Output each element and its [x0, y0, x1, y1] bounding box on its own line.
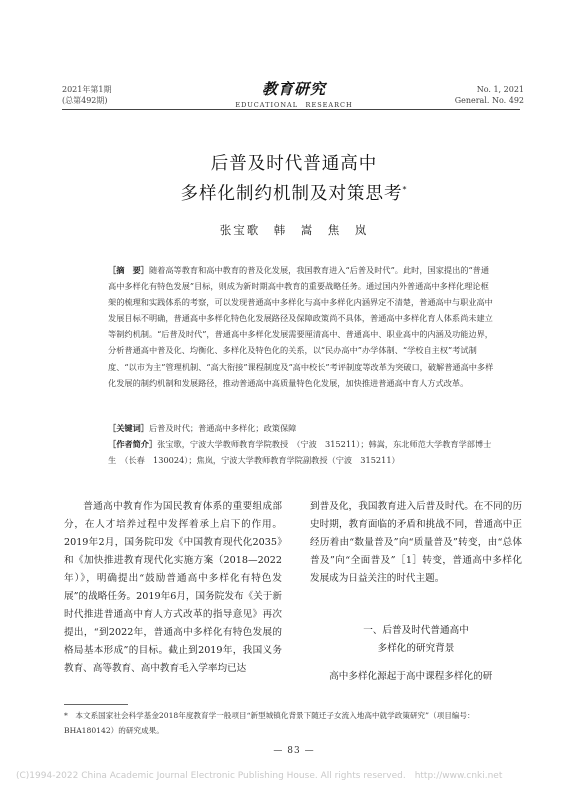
page-number: — 83 —: [273, 746, 315, 756]
section-heading-line2: 多样化的研究背景: [377, 643, 455, 654]
general-number-en: General. No. 492: [454, 96, 524, 105]
author-info-label: ［作者简介］: [108, 439, 158, 449]
article-title-text: 多样化制约机制及对策思考: [180, 184, 403, 204]
author-info: [108, 436, 494, 468]
section-paragraph-start: 高中多样化源起于高中课程多样化的研: [329, 671, 493, 682]
body-paragraph-right: 到普及化，我国教育进入后普及时代。在不同的历史时期，教育面临的矛盾和挑战不同，普通高中正经历着由“数量普及”向“质量普及”转变，由“总体普及”向“全面普及”［1］转变，普通高中多样化发展成为日益关注的时代主题。: [310, 501, 522, 584]
keywords: [108, 420, 494, 436]
total-issue-number: (总第492期): [62, 96, 108, 105]
footnote: * 本文系国家社会科学基金2018年度教育学一般项目“新型城镇化背景下随迁子女流入地高中就学政策研究”（项目编号：BHA180142）的研究成果。: [64, 711, 475, 735]
header-rule: [62, 109, 520, 110]
article-title-line1: 后普及时代普通高中: [210, 154, 378, 174]
abstract: [108, 262, 494, 391]
section-heading-line1: 一、后普及时代普通高中: [363, 625, 469, 636]
author-info-text: 张宝歌，宁波大学教师教育学院教授 （宁波 315211）；韩嵩，东北师范大学教育学部博士生 （长春 130024）；焦岚，宁波大学教师教育学院副教授（宁波 315211）: [108, 439, 492, 465]
journal-english-name: EDUCATIONAL RESEARCH: [235, 101, 353, 109]
journal-logo: 教育研究: [261, 80, 326, 98]
keywords-label: ［关键词］: [108, 423, 149, 433]
keywords-text: 后普及时代；普通高中多样化；政策保障: [148, 423, 297, 433]
footnote-rule: [64, 704, 128, 705]
abstract-text: 随着高等教育和高中教育的普及化发展，我国教育进入“后普及时代”。此时，国家提出的“普通高中多样化有特色发展”目标，则成为新时期高中教育的重要战略任务。通过国内外普通高中多样化理论框架的梳理和实践体系的考察，可以发现普通高中多样化与高中多样化内涵界定不清楚，普通高中与职业高中发展目标不明确，普通高中多样化特色化发展路径及保障政策尚不具体，普通高中多样化育人体系尚未建立等制约机制。“后普及时代”，普通高中多样化发展需要厘清高中、普通高中、职业高中的内涵及功能边界，分析普通高中普及化、均衡化、多样化及特色化的关系，以“民办高中”办学体制、“学校自主权”考试制度、“以市为主”管理机制、“高大衔接”课程制度及“高中校长”考评制度等改革为突破口，破解普通高中多样化发展的制约机制和发展路径，推动普通高中高质量特色化发展，加快推进普通高中育人方式改革。: [108, 265, 494, 388]
article-title-line2: [0, 180, 588, 205]
section-heading: [310, 622, 522, 658]
abstract-label: ［摘 要］: [108, 265, 149, 275]
header-issue-info-en: [455, 84, 524, 106]
issue-number-en: No. 1, 2021: [476, 85, 524, 94]
article-authors: 张宝歌 韩 嵩 焦 岚: [219, 223, 369, 237]
issue-number: 2021年第1期: [62, 85, 112, 94]
title-footnote-mark: *: [402, 185, 408, 195]
body-paragraph-left: 普通高中教育作为国民教育体系的重要组成部分，在人才培养过程中发挥着承上启下的作用。2019年2月，国务院印发《中国教育现代化2035》和《加快推进教育现代化实施方案（2018—2022年）》，明确提出“鼓励普通高中多样化有特色发展”的战略任务。2019年6月，国务院发布《关于新时代推进普通高中育人方式改革的指导意见》再次提出，“到2022年，普通高中多样化有特色发展的格局基本形成”的目标。截止到2019年，我国义务教育、高等教育、高中教育毛入学率均已达: [64, 501, 282, 674]
copyright-watermark: (C)1994-2022 China Academic Journal Electronic Publishing House. All rights reserved. http://www.cnki.net: [16, 771, 503, 781]
